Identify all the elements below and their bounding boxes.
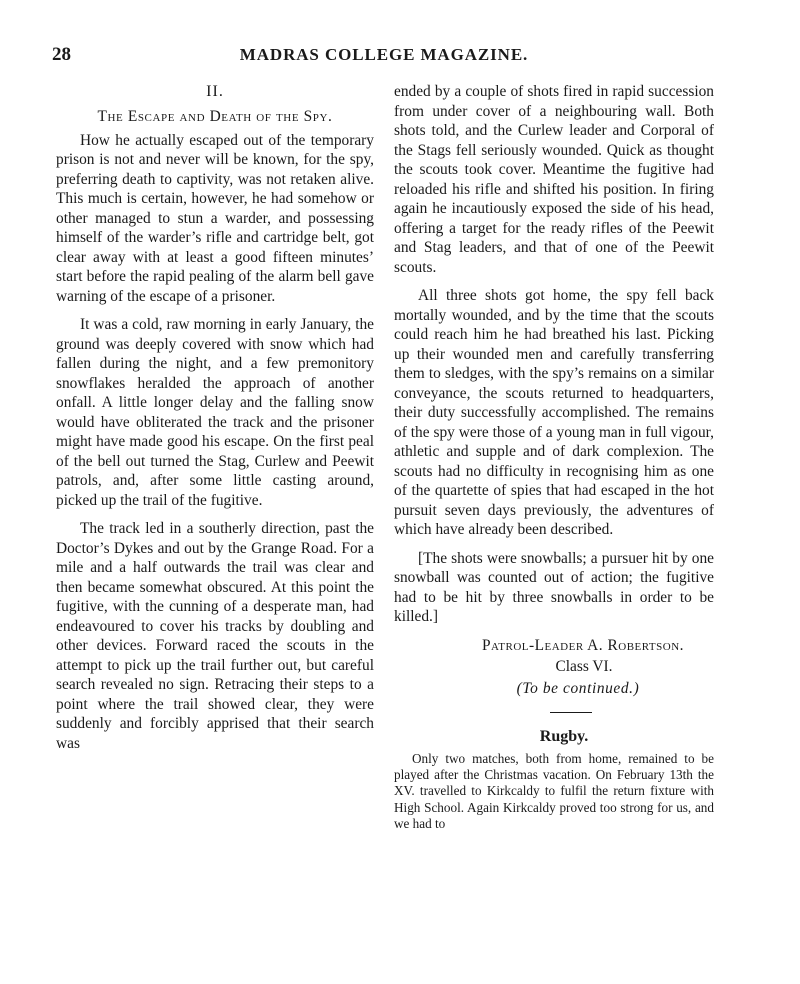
rugby-paragraph: Only two matches, both from home, remained to be played after the Christmas vacation. On February 13th the XV. travelled to Kirkcaldy to fulfil the return fixture with High School. Again Kirkcaldy proved too strong for us, and we had to: [394, 750, 714, 832]
right-column: [394, 82, 714, 833]
running-title: MADRAS COLLEGE MAGAZINE.: [239, 45, 529, 64]
article-paragraph: All three shots got home, the spy fell back mortally wounded, and by the time that the scouts could reach him he had breathed his last. Picking up their wounded men and carefully transferring them to sledges, with the spy’s remains on a similar conveyance, the scouts returned to headquarters, their duty successfully accomplished. The remains of the spy were those of a young man in full vigour, athletic and supple and of dark complexion. The scouts had no difficulty in recognising him as one of the quartette of spies that had escaped in the hot pursuit seven days previously, the adventures of which have already been described.: [394, 287, 714, 538]
section-divider: [550, 712, 592, 713]
article-paragraph: How he actually escaped out of the temporary prison is not and never will be known, for the spy, preferring death to captivity, was not retaken alive. This much is certain, however, he had somehow or other managed to stun a warder, and possessing himself of the warder’s rifle and cartridge belt, got clear away with at least a good fifteen minutes’ start before the rapid pealing of the alarm bell gave warning of the escape of a prisoner.: [56, 131, 374, 305]
article-paragraph: The track led in a southerly direction, past the Doctor’s Dykes and out by the Grange Road. For a mile and a half outwards the trail was clear and then became somewhat obscured. At this point the fugitive, with the cunning of a desperate man, had endeavoured to cover his tracks by doubling and other devices. Forward raced the scouts in the attempt to pick up the trail further out, but careful search revealed no sign. Retracing their steps to a point where the trail showed clear, they were suddenly and forcibly apprised that their search was: [56, 520, 374, 752]
author-signature: Patrol-Leader A. Robertson.: [481, 636, 684, 654]
continued-note: (To be continued.): [516, 679, 640, 697]
section-number: II.: [206, 83, 224, 100]
page-number: 28: [52, 44, 71, 65]
rugby-heading: Rugby.: [539, 728, 589, 745]
article-title: The Escape and Death of the Spy.: [97, 107, 333, 125]
author-class: Class VI.: [555, 658, 613, 675]
article-note: [The shots were snowballs; a pursuer hit by one snowball was counted out of action; the fugitive had to be hit by three snowballs in order to be killed.]: [394, 549, 714, 625]
article-paragraph: ended by a couple of shots fired in rapid succession from under cover of a neighbouring wall. Both shots told, and the Curlew leader and Corporal of the Stags fell seriously wounded. Quick as thought the scouts took cover. Meantime the fugitive had reloaded his rifle and shifted his position. In firing again he incautiously exposed the side of his head, offering a target for the ready rifles of the Peewit and Stag leaders, and that of one of the Peewit scouts.: [394, 83, 714, 276]
article-paragraph: It was a cold, raw morning in early January, the ground was deeply covered with snow which had fallen during the night, and a few premonitory snowflakes heralded the approach of another onfall. A little longer delay and the falling snow would have obliterated the track and the prisoner might have made good his escape. On the first peal of the bell out turned the Stag, Curlew and Peewit patrols, and, after some little casting around, picked up the trail of the fugitive.: [56, 316, 374, 509]
left-column: [56, 82, 374, 762]
page-header: [52, 44, 716, 74]
